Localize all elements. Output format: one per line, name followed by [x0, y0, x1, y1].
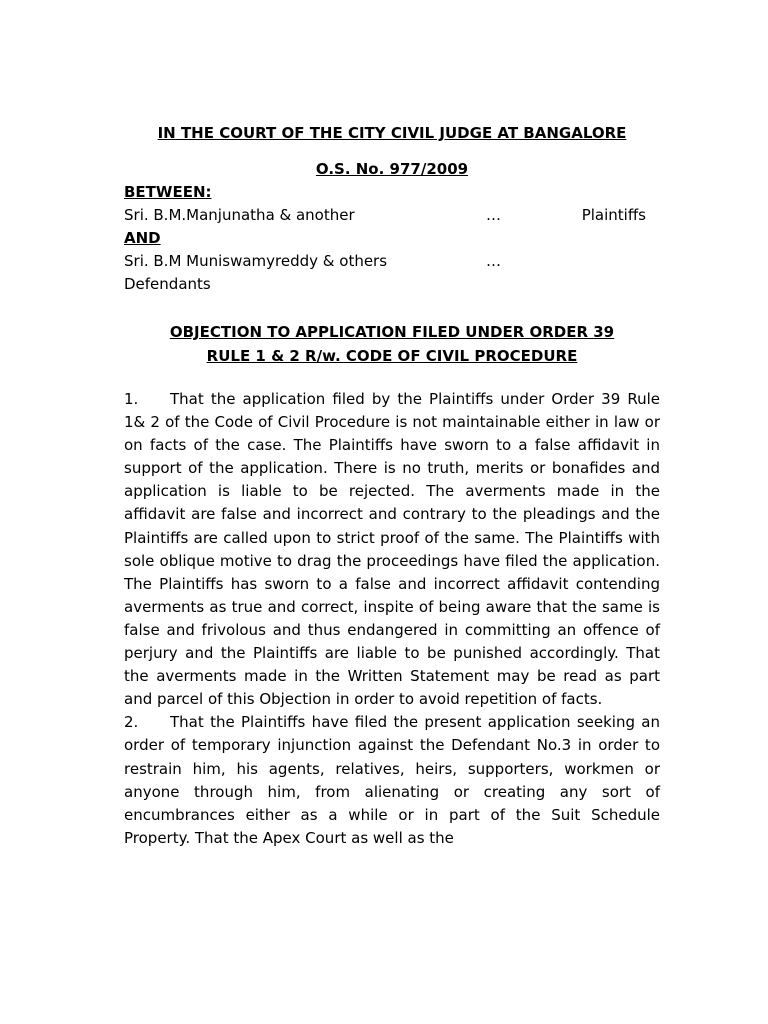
- plaintiff-row: [124, 206, 660, 229]
- paragraph-text: That the Plaintiffs have filed the present application seeking an order of temporary injunction against the Defendant No.3 in order to restrain him, his agents, relatives, heirs, supporters, workmen or anyone through him, from alienating or creating any sort of encumbrances either as a while or in part of the Suit Schedule Property. That the Apex Court as well as the: [124, 713, 660, 847]
- plaintiff-role: Plaintiffs: [581, 206, 646, 224]
- paragraph-1: [124, 388, 660, 711]
- paragraph-text: That the application filed by the Plaintiffs under Order 39 Rule 1& 2 of the Code of Civil Procedure is not maintainable either in law or on facts of the case. The Plaintiffs have sworn to a false affidavit in support of the application. There is no truth, merits or bonafides and application is liable to be rejected. The averments made in the affidavit are false and incorrect and contrary to the pleadings and the Plaintiffs are called upon to strict proof of the same. The Plaintiffs with sole oblique motive to drag the proceedings have filed the application. The Plaintiffs has sworn to a false and incorrect affidavit contending averments as true and correct, inspite of being aware that the same is false and frivolous and thus endangered in committing an offence of perjury and the Plaintiffs are liable to be punished accordingly. That the averments made in the Written Statement may be read as part and parcel of this Objection in order to avoid repetition of facts.: [124, 390, 660, 709]
- between-label: BETWEEN:: [124, 183, 212, 201]
- defendant-dots: …: [486, 252, 501, 270]
- paragraph-number: 1.: [124, 390, 139, 408]
- case-number: O.S. No. 977/2009: [315, 160, 469, 178]
- heading-line-1: OBJECTION TO APPLICATION FILED UNDER ORDER 39: [169, 323, 615, 341]
- body-text: [124, 388, 660, 850]
- document-heading: [124, 320, 660, 368]
- heading-line-2: RULE 1 & 2 R/w. CODE OF CIVIL PROCEDURE: [206, 347, 578, 365]
- paragraph-number: 2.: [124, 713, 139, 732]
- plaintiff-name: Sri. B.M.Manjunatha & another: [124, 206, 355, 224]
- and-label: AND: [124, 229, 161, 247]
- court-title: IN THE COURT OF THE CITY CIVIL JUDGE AT BANGALORE: [157, 124, 627, 142]
- defendant-name: Sri. B.M Muniswamyreddy & others: [124, 252, 388, 270]
- plaintiff-dots: …: [486, 206, 501, 224]
- paragraph-2: [124, 711, 660, 850]
- defendant-role: Defendants: [124, 275, 211, 293]
- defendant-row: [124, 252, 660, 275]
